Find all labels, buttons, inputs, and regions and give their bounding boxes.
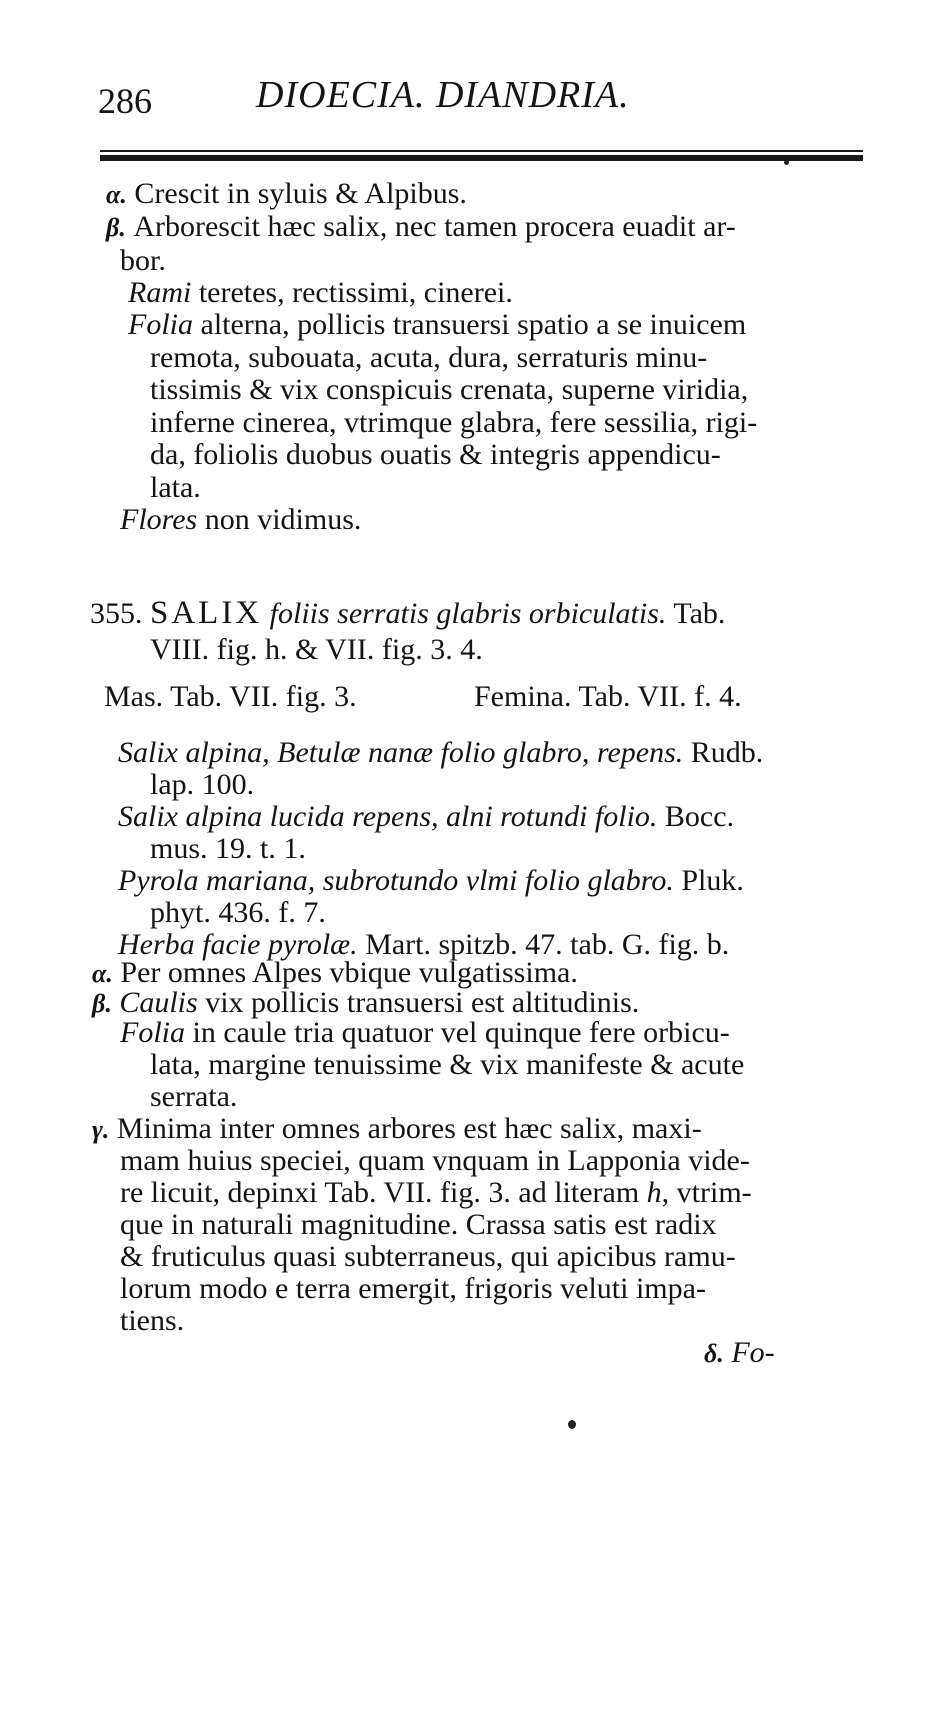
alpha-marker: α. xyxy=(106,180,127,209)
synonym-phrase: Herba facie pyrolæ. xyxy=(118,928,358,961)
alpha-marker: α. xyxy=(92,959,113,988)
gamma-line-3 xyxy=(120,1176,752,1210)
gamma-marker: γ. xyxy=(92,1115,110,1144)
gamma-text-3a: re licuit, depinxi Tab. VII. fig. 3. ad literam xyxy=(120,1176,647,1209)
synonym-citation: phyt. 436. f. 7. xyxy=(150,896,326,929)
delta-marker: δ. xyxy=(704,1339,724,1368)
synonym-phrase: Salix alpina lucida repens, alni rotundi folio. xyxy=(118,800,658,833)
catchword xyxy=(704,1336,775,1371)
femina-reference: Femina. Tab. VII. f. 4. xyxy=(474,680,742,713)
beta-marker: β. xyxy=(92,989,112,1018)
folia-text-3: tissimis & vix conspicuis crenata, superne viridia, xyxy=(150,373,749,406)
running-title: DIOECIA. DIANDRIA. xyxy=(256,74,630,116)
beta-text-2: bor. xyxy=(120,244,166,277)
synonym-citation: mus. 19. t. 1. xyxy=(150,832,306,865)
gamma-text-4: que in naturali magnitudine. Crassa satis est radix xyxy=(120,1208,717,1241)
diagnosis: foliis serratis glabris orbiculatis. xyxy=(269,597,667,630)
folia-text-6: lata. xyxy=(150,471,201,504)
synonym-author: Bocc. xyxy=(657,800,735,833)
beta-text-1: Arborescit hæc salix, nec tamen procera euadit ar- xyxy=(133,210,736,243)
caulis-text: vix pollicis transuersi est altitudinis. xyxy=(197,986,640,1019)
rami-text: teretes, rectissimi, cinerei. xyxy=(191,276,513,309)
folia-355-line-1 xyxy=(120,1016,730,1050)
ink-speck xyxy=(784,160,789,165)
folia-head: Folia xyxy=(120,1016,185,1049)
figure-references: VIII. fig. h. & VII. fig. 3. 4. xyxy=(150,633,483,666)
folia-text-1: in caule tria quatuor vel quinque fere orbicu- xyxy=(185,1016,730,1049)
flores-text: non vidimus. xyxy=(197,503,362,536)
header-rule-thick xyxy=(100,155,863,161)
folia-355-text-2: lata, margine tenuissime & vix manifeste & acute xyxy=(150,1048,745,1081)
catchword-text: Fo- xyxy=(723,1336,775,1369)
folia-text-1: alterna, pollicis transuersi spatio a se inuicem xyxy=(193,308,747,341)
entry-355-heading xyxy=(90,596,725,631)
rami-line xyxy=(128,276,513,310)
beta-marker: β. xyxy=(106,213,126,242)
folia-355-text-3: serrata. xyxy=(150,1080,238,1113)
genus-name: SALIX xyxy=(150,595,263,631)
folia-line-1 xyxy=(128,308,746,342)
gamma-text-1: Minima inter omnes arbores est hæc salix, maxi- xyxy=(116,1112,702,1145)
gamma-letter-h: h xyxy=(646,1176,662,1209)
page-number: 286 xyxy=(98,81,152,121)
synonym-author: Mart. spitzb. 47. tab. G. fig. b. xyxy=(357,928,730,961)
gamma-line-1 xyxy=(92,1112,702,1147)
gamma-text-5: & fruticulus quasi subterraneus, qui apicibus ramu- xyxy=(120,1240,736,1273)
synonym-author: Pluk. xyxy=(673,864,744,897)
beta-line xyxy=(106,210,736,245)
alpha-text: Crescit in syluis & Alpibus. xyxy=(134,177,467,210)
entry-number: 355. xyxy=(90,597,143,630)
tab-reference: Tab. xyxy=(666,597,726,630)
synonym-phrase: Pyrola mariana, subrotundo vlmi folio glabro. xyxy=(118,864,674,897)
folia-text-5: da, foliolis duobus ouatis & integris appendicu- xyxy=(150,438,721,471)
rami-head: Rami xyxy=(128,276,192,309)
alpha-line xyxy=(106,177,467,212)
gamma-text-2: mam huius speciei, quam vnquam in Lapponia vide- xyxy=(120,1144,750,1177)
gamma-text-6: lorum modo e terra emergit, frigoris veluti impa- xyxy=(120,1272,706,1305)
flores-line xyxy=(120,503,361,537)
alpha-text: Per omnes Alpes vbique vulgatissima. xyxy=(120,956,578,989)
gamma-text-3c: , vtrim- xyxy=(661,1176,752,1209)
mas-reference: Mas. Tab. VII. fig. 3. xyxy=(104,680,357,713)
synonym-author: Rudb. xyxy=(683,736,764,769)
flores-head: Flores xyxy=(120,503,198,536)
folia-head: Folia xyxy=(128,308,193,341)
synonym-rudbeck xyxy=(118,736,763,770)
gamma-text-7: tiens. xyxy=(120,1304,185,1337)
header-rule-thin xyxy=(100,150,863,152)
folia-text-4: inferne cinerea, vtrimque glabra, fere sessilia, rigi- xyxy=(150,406,758,439)
caulis-head: Caulis xyxy=(119,986,198,1019)
folia-text-2: remota, subouata, acuta, dura, serraturis minu- xyxy=(150,341,708,374)
ink-speck xyxy=(568,1420,576,1429)
synonym-citation: lap. 100. xyxy=(150,768,255,801)
synonym-phrase: Salix alpina, Betulæ nanæ folio glabro, repens. xyxy=(118,736,684,769)
synonym-plukenet xyxy=(118,864,744,898)
synonym-boccone xyxy=(118,800,734,834)
